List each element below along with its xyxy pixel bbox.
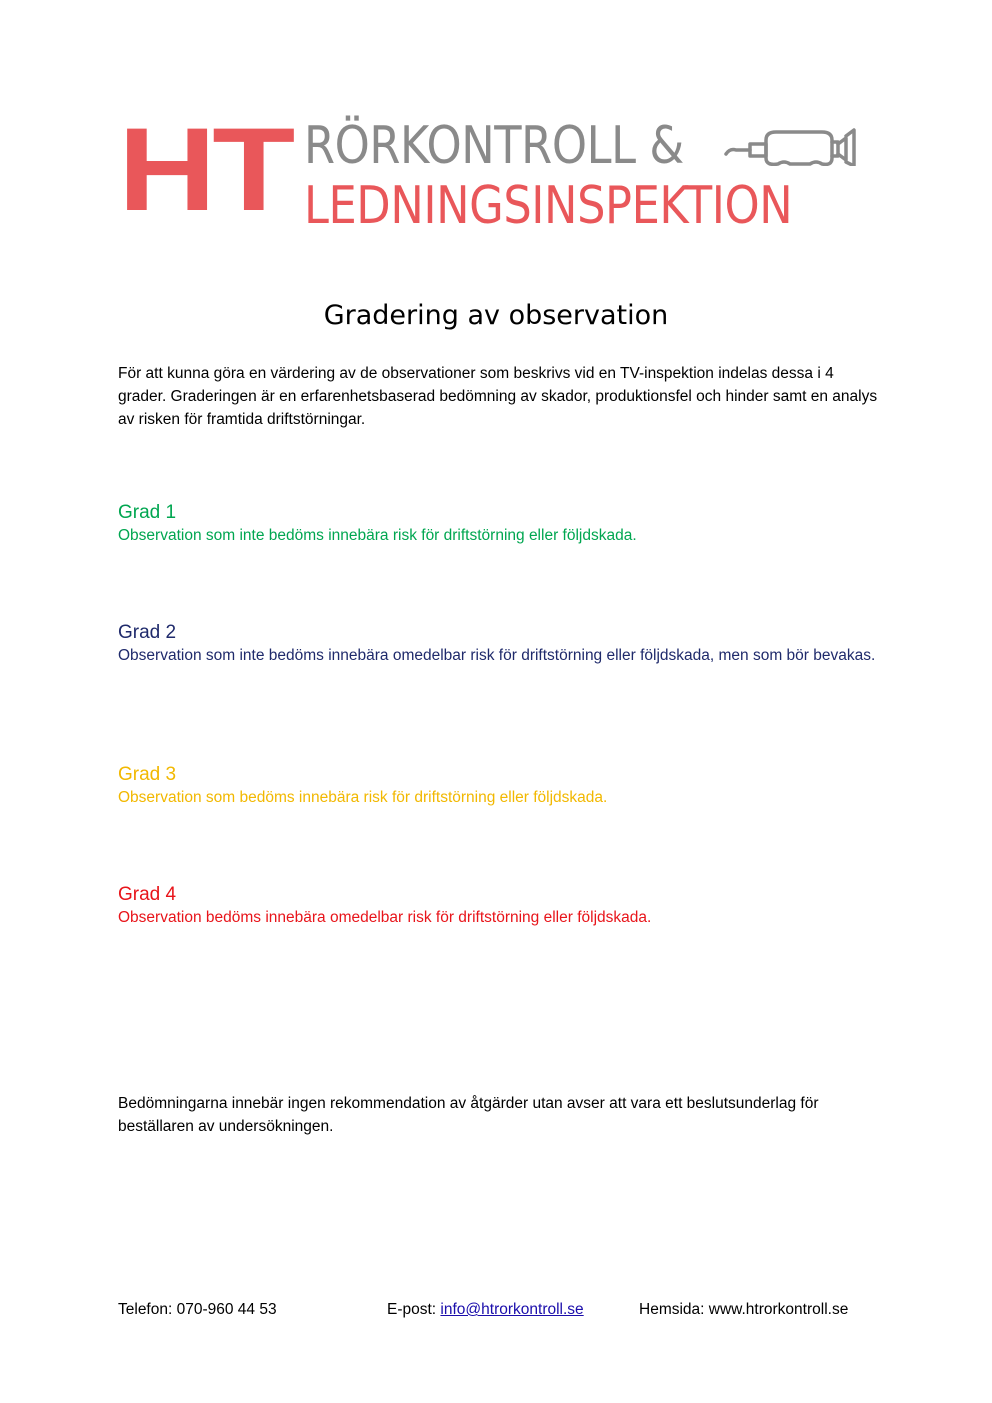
company-logo — [118, 103, 878, 236]
footer-email-label: E-post: — [387, 1301, 441, 1318]
grade-4-description: Observation bedöms innebära omedelbar risk för driftstörning eller följdskada. — [118, 909, 652, 926]
logo-ht-mark: HT — [118, 103, 292, 236]
grade-3-section — [118, 763, 878, 809]
grade-3-description: Observation som bedöms innebära risk för driftstörning eller följdskada. — [118, 789, 608, 806]
grade-1-description: Observation som inte bedöms innebära risk för driftstörning eller följdskada. — [118, 527, 637, 544]
page-title: Gradering av observation — [323, 300, 669, 331]
logo-text-line1: RÖRKONTROLL & — [304, 116, 684, 176]
grade-1-section — [118, 501, 878, 547]
grade-1-title: Grad 1 — [118, 502, 177, 523]
tv-inspection-camera-icon — [724, 126, 874, 166]
grade-4-title: Grad 4 — [118, 884, 177, 905]
footer-phone: Telefon: 070-960 44 53 — [118, 1301, 277, 1318]
footer-email-link[interactable]: info@htrorkontroll.se — [440, 1301, 584, 1318]
intro-paragraph: För att kunna göra en värdering av de observationer som beskrivs vid en TV-inspektion indelas dessa i 4 grader. Graderingen är en erfarenhetsbaserad bedömning av skador, produktionsfel och hinder samt en analys av risken för framtida driftstörningar. — [118, 365, 878, 428]
footer-website: Hemsida: www.htrorkontroll.se — [639, 1301, 849, 1318]
footer — [118, 1299, 878, 1323]
grade-3-title: Grad 3 — [118, 764, 177, 785]
footer-email-block — [387, 1299, 584, 1321]
grade-2-title: Grad 2 — [118, 622, 177, 643]
logo-text-line2: LEDNINGSINSPEKTION — [304, 176, 793, 236]
grade-2-description: Observation som inte bedöms innebära omedelbar risk för driftstörning eller följdskada, men som bör bevakas. — [118, 647, 876, 664]
closing-paragraph: Bedömningarna innebär ingen rekommendation av åtgärder utan avser att vara ett beslutsunderlag för beställaren av undersökningen. — [118, 1095, 819, 1135]
grade-2-section — [118, 621, 878, 667]
grade-4-section — [118, 883, 878, 929]
